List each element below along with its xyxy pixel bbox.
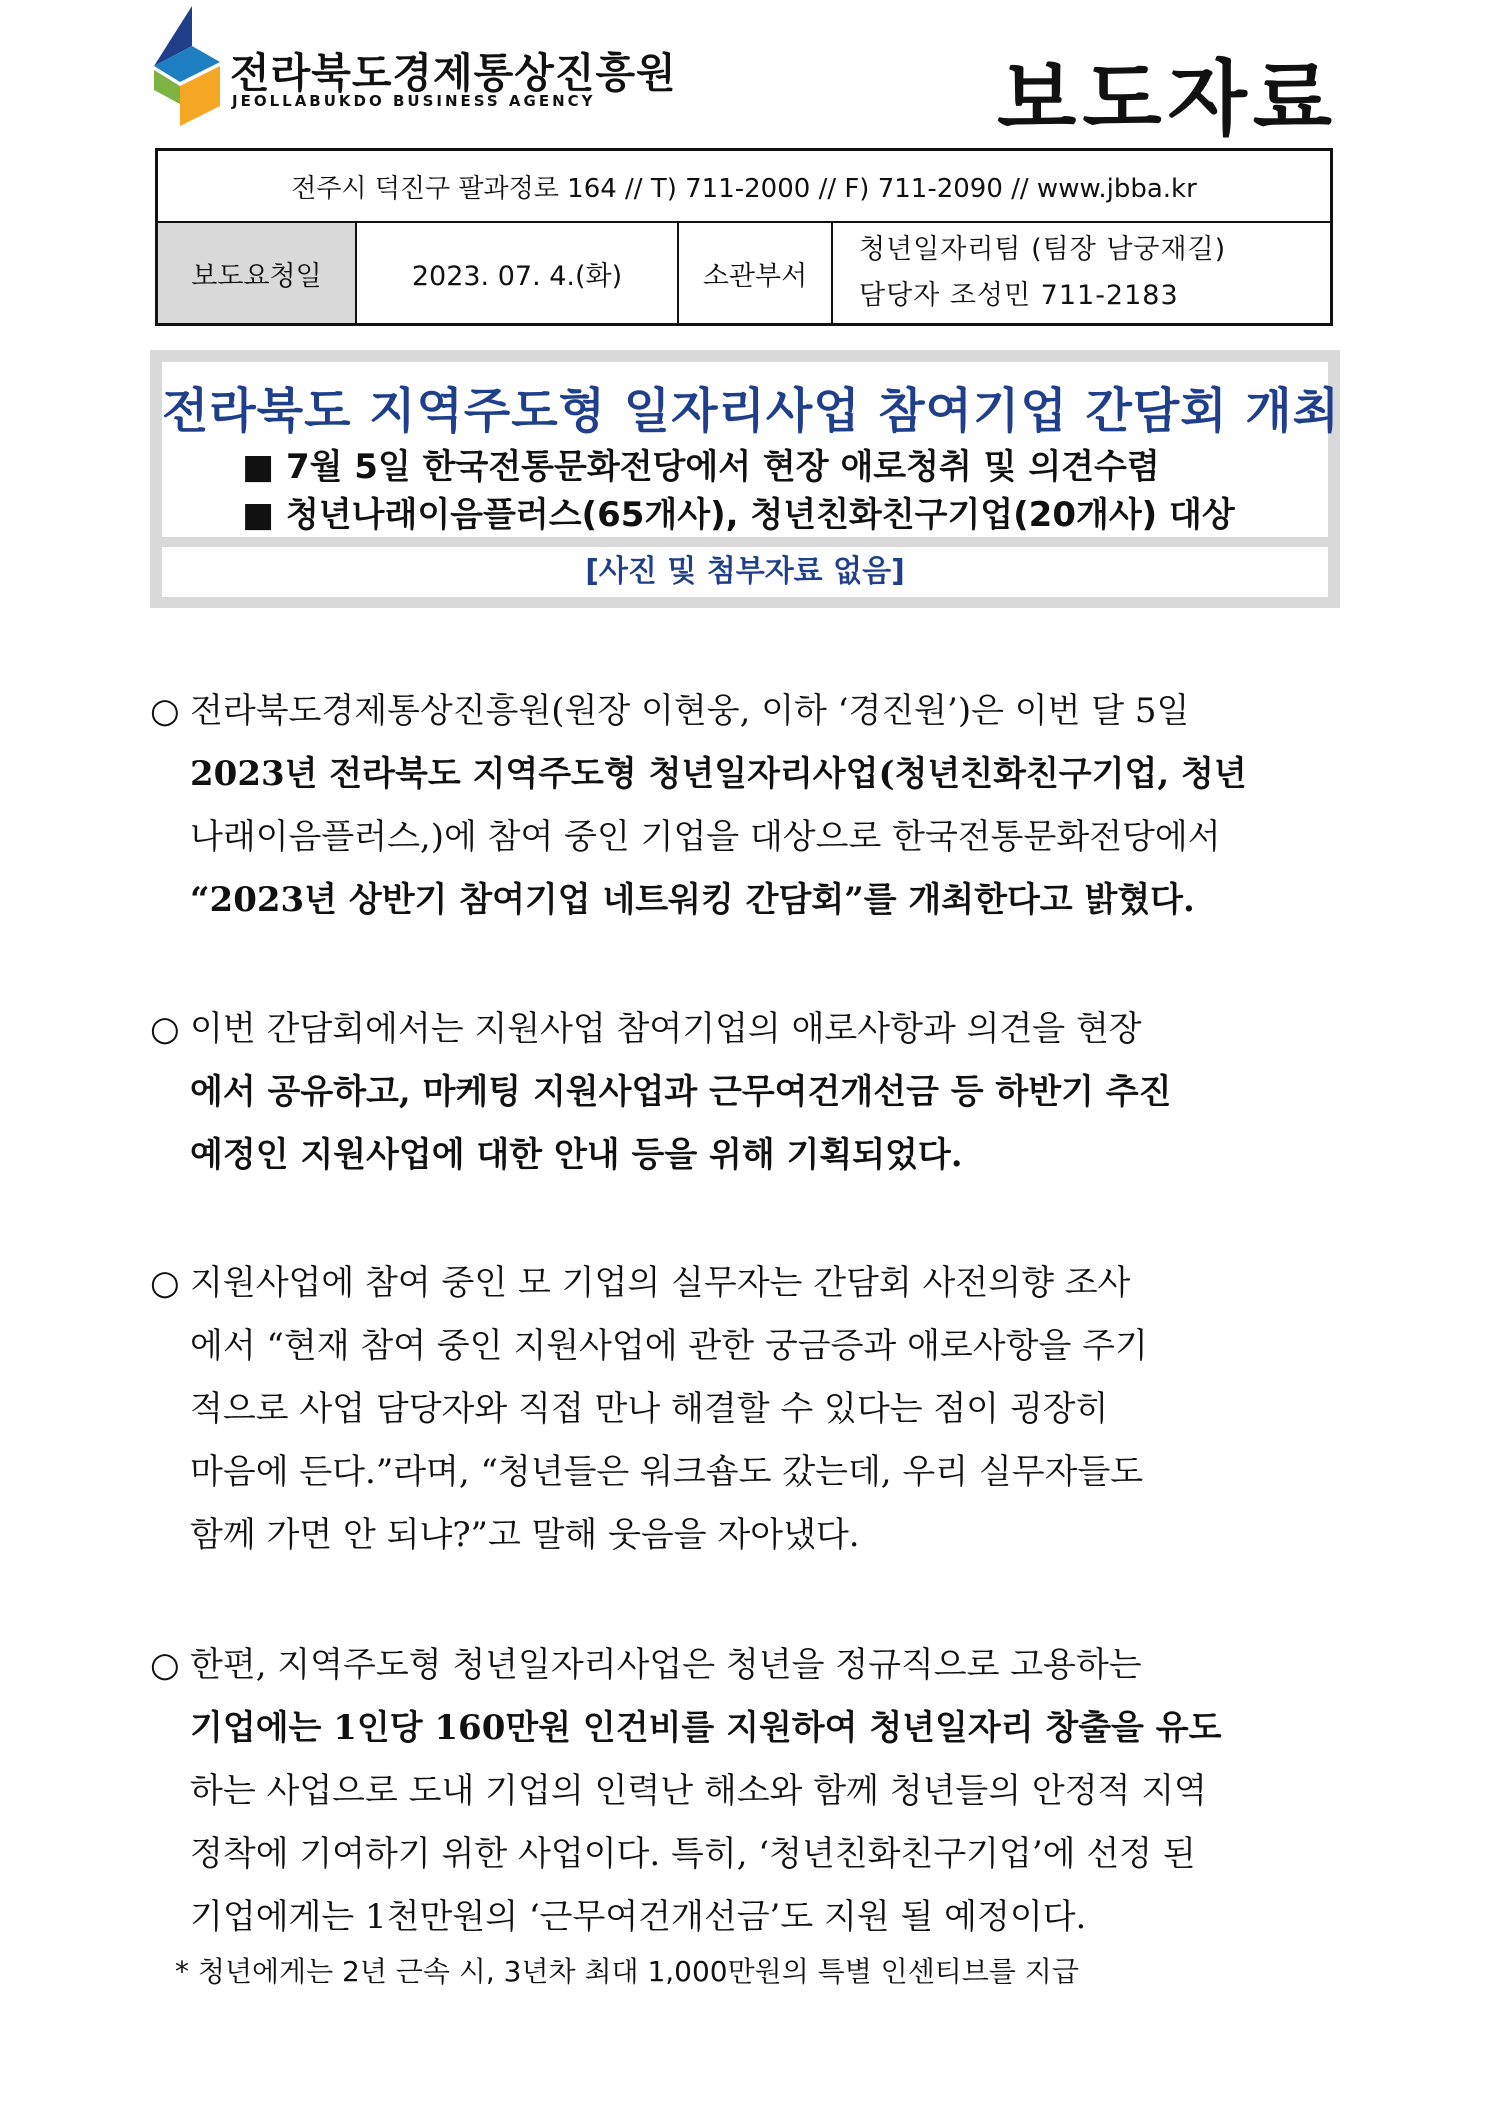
info-table bbox=[155, 148, 1333, 326]
paragraph-line: ○ 한편, 지역주도형 청년일자리사업은 청년을 정규직으로 고용하는 bbox=[150, 1634, 1340, 1697]
bullet-icon: ○ bbox=[150, 1009, 180, 1049]
org-name-en: JEOLLABUKDO BUSINESS AGENCY bbox=[232, 92, 596, 110]
dept-info bbox=[832, 222, 1332, 325]
attachment-note: [사진 및 첨부자료 없음] bbox=[162, 547, 1328, 597]
footnote: * 청년에게는 2년 근속 시, 3년차 최대 1,000만원의 특별 인센티브를 지급 bbox=[175, 1955, 1079, 1988]
doc-type-heading: 보도자료 bbox=[997, 52, 1338, 147]
paragraph-3 bbox=[150, 1252, 1340, 1567]
paragraph-line: ○ 이번 간담회에서는 지원사업 참여기업의 애로사항과 의견을 현장 bbox=[150, 998, 1340, 1061]
paragraph-line: 마음에 든다.”라며, “청년들은 워크숍도 갔는데, 우리 실무자들도 bbox=[190, 1452, 1144, 1492]
paragraph-line: 적으로 사업 담당자와 직접 만나 해결할 수 있다는 점이 굉장히 bbox=[190, 1389, 1109, 1429]
paragraph-line: 정착에 기여하기 위한 사업이다. 특히, ‘청년친화친구기업’에 선정 된 bbox=[190, 1834, 1196, 1874]
headline-sub-1: ■ 7월 5일 한국전통문화전당에서 현장 애로청취 및 의견수렴 bbox=[242, 447, 1160, 487]
dept-label: 소관부서 bbox=[678, 222, 832, 325]
bullet-icon: ○ bbox=[150, 691, 180, 731]
dept-contact-line: 담당자 조성민 711-2183 bbox=[859, 280, 1179, 311]
address-line: 전주시 덕진구 팔과정로 164 // T) 711-2000 // F) 711-2090 // www.jbba.kr bbox=[157, 150, 1332, 223]
paragraph-line: ○ 전라북도경제통상진흥원(원장 이현웅, 이하 ‘경진원’)은 이번 달 5일 bbox=[150, 680, 1340, 743]
headline-inner bbox=[162, 362, 1341, 537]
paragraph-line: 나래이음플러스,)에 참여 중인 기업을 대상으로 한국전통문화전당에서 bbox=[190, 817, 1221, 857]
request-date-label: 보도요청일 bbox=[157, 222, 357, 325]
logo-mark-icon bbox=[150, 4, 225, 144]
paragraph-2 bbox=[150, 998, 1340, 1187]
request-date: 2023. 07. 4.(화) bbox=[356, 222, 678, 325]
logo bbox=[150, 4, 677, 144]
paragraph-4 bbox=[150, 1634, 1340, 1949]
paragraph-line: 기업에게는 1천만원의 ‘근무여건개선금’도 지원 될 예정이다. bbox=[190, 1897, 1087, 1937]
bullet-icon: ○ bbox=[150, 1645, 180, 1685]
paragraph-line: “2023년 상반기 참여기업 네트워킹 간담회”를 개최한다고 밝혔다. bbox=[190, 880, 1195, 920]
paragraph-line: 예정인 지원사업에 대한 안내 등을 위해 기획되었다. bbox=[190, 1135, 963, 1175]
headline-box bbox=[150, 350, 1340, 608]
paragraph-line: 함께 가면 안 되냐?”고 말해 웃음을 자아냈다. bbox=[190, 1515, 860, 1555]
headline-title: 전라북도 지역주도형 일자리사업 참여기업 간담회 개최 bbox=[162, 383, 1341, 439]
paragraph-line: ○ 지원사업에 참여 중인 모 기업의 실무자는 간담회 사전의향 조사 bbox=[150, 1252, 1340, 1315]
paragraph-line: 기업에는 1인당 160만원 인건비를 지원하여 청년일자리 창출을 유도 bbox=[190, 1708, 1222, 1748]
paragraph-line: 2023년 전라북도 지역주도형 청년일자리사업(청년친화친구기업, 청년 bbox=[190, 754, 1247, 794]
paragraph-line: 에서 “현재 참여 중인 지원사업에 관한 궁금증과 애로사항을 주기 bbox=[190, 1326, 1148, 1366]
paragraph-line: 에서 공유하고, 마케팅 지원사업과 근무여건개선금 등 하반기 추진 bbox=[190, 1072, 1172, 1112]
paragraph-1 bbox=[150, 680, 1340, 932]
headline-sub-2: ■ 청년나래이음플러스(65개사), 청년친화친구기업(20개사) 대상 bbox=[242, 495, 1235, 535]
bullet-icon: ○ bbox=[150, 1263, 180, 1303]
org-name-ko: 전라북도경제통상진흥원 bbox=[230, 49, 677, 97]
paragraph-line: 하는 사업으로 도내 기업의 인력난 해소와 함께 청년들의 안정적 지역 bbox=[190, 1771, 1207, 1811]
dept-team-line: 청년일자리팀 (팀장 남궁재길) bbox=[859, 234, 1227, 265]
